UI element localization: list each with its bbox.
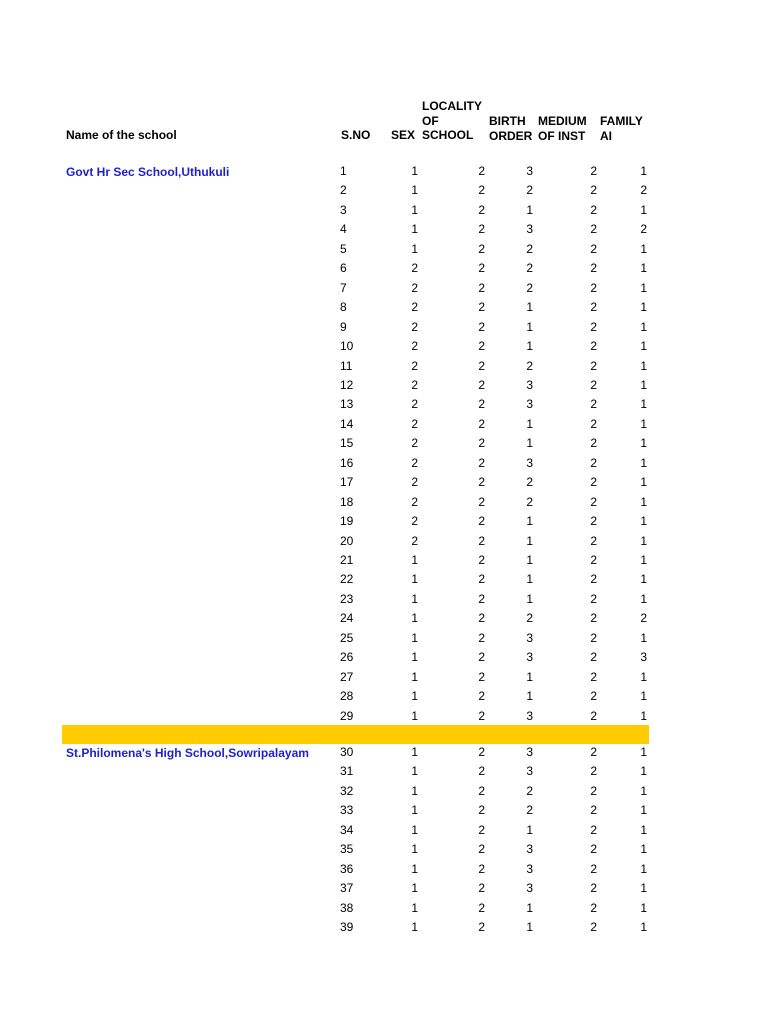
cell-sex: 1 bbox=[411, 572, 418, 587]
cell-birth-order: 1 bbox=[526, 822, 533, 837]
cell-family: 1 bbox=[640, 822, 647, 837]
cell-medium: 2 bbox=[590, 611, 597, 626]
cell-family: 1 bbox=[640, 669, 647, 684]
header-locality-line: SCHOOL bbox=[422, 128, 474, 142]
table-row bbox=[0, 570, 768, 589]
table-row bbox=[0, 376, 768, 395]
cell-family: 1 bbox=[640, 689, 647, 704]
cell-family: 1 bbox=[640, 494, 647, 509]
cell-locality: 2 bbox=[478, 861, 485, 876]
cell-birth-order: 2 bbox=[526, 783, 533, 798]
cell-sno: 6 bbox=[340, 261, 347, 276]
header-sno: S.NO bbox=[341, 128, 371, 142]
cell-medium: 2 bbox=[590, 572, 597, 587]
cell-birth-order: 1 bbox=[526, 416, 533, 431]
cell-family: 1 bbox=[640, 572, 647, 587]
cell-sex: 1 bbox=[411, 783, 418, 798]
cell-medium: 2 bbox=[590, 377, 597, 392]
cell-sno: 23 bbox=[340, 591, 354, 606]
table-row bbox=[0, 395, 768, 414]
cell-sno: 8 bbox=[340, 300, 347, 315]
cell-family: 1 bbox=[640, 202, 647, 217]
cell-sex: 1 bbox=[411, 669, 418, 684]
cell-family: 2 bbox=[640, 611, 647, 626]
cell-birth-order: 1 bbox=[526, 689, 533, 704]
cell-family: 1 bbox=[640, 416, 647, 431]
cell-birth-order: 3 bbox=[526, 745, 533, 759]
cell-birth-order: 2 bbox=[526, 494, 533, 509]
cell-locality: 2 bbox=[478, 183, 485, 198]
cell-sex: 1 bbox=[411, 803, 418, 818]
cell-locality: 2 bbox=[478, 533, 485, 548]
cell-sex: 2 bbox=[411, 319, 418, 334]
table-row bbox=[0, 551, 768, 570]
cell-sex: 2 bbox=[411, 494, 418, 509]
table-row bbox=[0, 493, 768, 512]
cell-birth-order: 2 bbox=[526, 183, 533, 198]
cell-family: 1 bbox=[640, 745, 647, 759]
header-family-line: AI bbox=[600, 128, 612, 143]
cell-birth-order: 1 bbox=[526, 300, 533, 315]
cell-birth-order: 1 bbox=[526, 319, 533, 334]
cell-medium: 2 bbox=[590, 533, 597, 548]
cell-medium: 2 bbox=[590, 708, 597, 723]
cell-medium: 2 bbox=[590, 920, 597, 935]
cell-sno: 27 bbox=[340, 669, 354, 684]
cell-locality: 2 bbox=[478, 397, 485, 412]
cell-medium: 2 bbox=[590, 764, 597, 779]
cell-sno: 35 bbox=[340, 842, 354, 857]
cell-locality: 2 bbox=[478, 745, 485, 759]
cell-birth-order: 3 bbox=[526, 455, 533, 470]
cell-locality: 2 bbox=[478, 650, 485, 665]
cell-sex: 1 bbox=[411, 630, 418, 645]
cell-birth-order: 2 bbox=[526, 358, 533, 373]
cell-family: 1 bbox=[640, 377, 647, 392]
table-row bbox=[0, 629, 768, 648]
cell-sex: 1 bbox=[411, 861, 418, 876]
cell-medium: 2 bbox=[590, 455, 597, 470]
cell-family: 1 bbox=[640, 783, 647, 798]
cell-locality: 2 bbox=[478, 494, 485, 509]
cell-birth-order: 1 bbox=[526, 920, 533, 935]
cell-locality: 2 bbox=[478, 436, 485, 451]
cell-sno: 31 bbox=[340, 764, 354, 779]
cell-sex: 2 bbox=[411, 300, 418, 315]
cell-medium: 2 bbox=[590, 358, 597, 373]
cell-sex: 1 bbox=[411, 650, 418, 665]
table-row bbox=[0, 801, 768, 820]
cell-sex: 1 bbox=[411, 920, 418, 935]
cell-locality: 2 bbox=[478, 822, 485, 837]
cell-medium: 2 bbox=[590, 300, 597, 315]
cell-birth-order: 3 bbox=[526, 397, 533, 412]
cell-locality: 2 bbox=[478, 572, 485, 587]
cell-locality: 2 bbox=[478, 377, 485, 392]
cell-medium: 2 bbox=[590, 514, 597, 529]
cell-sex: 1 bbox=[411, 183, 418, 198]
cell-family: 1 bbox=[640, 436, 647, 451]
cell-sno: 18 bbox=[340, 494, 354, 509]
cell-medium: 2 bbox=[590, 222, 597, 237]
cell-birth-order: 3 bbox=[526, 222, 533, 237]
cell-medium: 2 bbox=[590, 397, 597, 412]
table-row bbox=[0, 201, 768, 220]
cell-birth-order: 1 bbox=[526, 591, 533, 606]
header-family-ai bbox=[600, 114, 650, 143]
cell-birth-order: 1 bbox=[526, 669, 533, 684]
cell-sex: 1 bbox=[411, 708, 418, 723]
cell-sno: 20 bbox=[340, 533, 354, 548]
cell-sex: 1 bbox=[411, 822, 418, 837]
table-row bbox=[0, 687, 768, 706]
table-row bbox=[0, 821, 768, 840]
cell-medium: 2 bbox=[590, 319, 597, 334]
cell-sno: 28 bbox=[340, 689, 354, 704]
cell-sno: 26 bbox=[340, 650, 354, 665]
cell-birth-order: 3 bbox=[526, 650, 533, 665]
cell-family: 1 bbox=[640, 397, 647, 412]
cell-sno: 3 bbox=[340, 202, 347, 217]
header-name-of-school: Name of the school bbox=[66, 128, 177, 142]
header-locality-line: LOCALITY bbox=[422, 99, 482, 113]
cell-locality: 2 bbox=[478, 783, 485, 798]
cell-birth-order: 2 bbox=[526, 280, 533, 295]
table-row bbox=[0, 454, 768, 473]
cell-sno: 5 bbox=[340, 241, 347, 256]
table-row bbox=[0, 415, 768, 434]
table-row bbox=[0, 860, 768, 879]
cell-sno: 11 bbox=[340, 358, 353, 373]
cell-sex: 1 bbox=[411, 591, 418, 606]
cell-sex: 1 bbox=[411, 745, 418, 759]
cell-sno: 15 bbox=[340, 436, 354, 451]
cell-sno: 9 bbox=[340, 319, 347, 334]
cell-sno: 19 bbox=[340, 514, 354, 529]
cell-birth-order: 2 bbox=[526, 261, 533, 276]
cell-birth-order: 1 bbox=[526, 339, 533, 354]
table-row bbox=[0, 162, 768, 181]
cell-birth-order: 3 bbox=[526, 708, 533, 723]
cell-sex: 2 bbox=[411, 358, 418, 373]
table-row bbox=[0, 609, 768, 628]
cell-sno: 25 bbox=[340, 630, 354, 645]
cell-sex: 1 bbox=[411, 881, 418, 896]
table-row bbox=[0, 762, 768, 781]
cell-sno: 39 bbox=[340, 920, 354, 935]
cell-locality: 2 bbox=[478, 764, 485, 779]
table-row bbox=[0, 707, 768, 726]
cell-locality: 2 bbox=[478, 708, 485, 723]
table-row bbox=[0, 181, 768, 200]
cell-locality: 2 bbox=[478, 611, 485, 626]
cell-family: 3 bbox=[640, 650, 647, 665]
cell-medium: 2 bbox=[590, 339, 597, 354]
header-birth-line: BIRTH bbox=[489, 114, 526, 128]
cell-locality: 2 bbox=[478, 164, 485, 178]
header-medium-line: OF INST bbox=[538, 128, 586, 143]
cell-locality: 2 bbox=[478, 280, 485, 295]
table-row bbox=[0, 512, 768, 531]
cell-birth-order: 3 bbox=[526, 164, 533, 178]
header-family-line: FAMILY bbox=[600, 114, 643, 128]
cell-medium: 2 bbox=[590, 475, 597, 490]
cell-medium: 2 bbox=[590, 164, 597, 178]
cell-family: 1 bbox=[640, 358, 647, 373]
table-row bbox=[0, 782, 768, 801]
school-name: Govt Hr Sec School,Uthukuli bbox=[66, 165, 230, 179]
cell-sno: 10 bbox=[340, 339, 354, 354]
cell-locality: 2 bbox=[478, 339, 485, 354]
cell-locality: 2 bbox=[478, 416, 485, 431]
table-row bbox=[0, 220, 768, 239]
cell-medium: 2 bbox=[590, 669, 597, 684]
cell-birth-order: 1 bbox=[526, 514, 533, 529]
cell-sno: 12 bbox=[340, 377, 354, 392]
cell-medium: 2 bbox=[590, 842, 597, 857]
cell-medium: 2 bbox=[590, 183, 597, 198]
cell-family: 2 bbox=[640, 222, 647, 237]
cell-family: 1 bbox=[640, 455, 647, 470]
cell-sex: 2 bbox=[411, 339, 418, 354]
cell-sno: 29 bbox=[340, 708, 354, 723]
cell-medium: 2 bbox=[590, 900, 597, 915]
cell-medium: 2 bbox=[590, 861, 597, 876]
cell-family: 1 bbox=[640, 514, 647, 529]
cell-family: 2 bbox=[640, 183, 647, 198]
cell-family: 1 bbox=[640, 708, 647, 723]
cell-medium: 2 bbox=[590, 280, 597, 295]
cell-locality: 2 bbox=[478, 455, 485, 470]
header-locality-of-school bbox=[422, 99, 482, 143]
cell-locality: 2 bbox=[478, 630, 485, 645]
table-row bbox=[0, 590, 768, 609]
cell-family: 1 bbox=[640, 241, 647, 256]
cell-medium: 2 bbox=[590, 202, 597, 217]
cell-birth-order: 1 bbox=[526, 553, 533, 567]
cell-family: 1 bbox=[640, 300, 647, 315]
table-row bbox=[0, 879, 768, 898]
table-row bbox=[0, 318, 768, 337]
header-sex: SEX bbox=[391, 128, 416, 142]
cell-sex: 2 bbox=[411, 455, 418, 470]
cell-locality: 2 bbox=[478, 669, 485, 684]
cell-medium: 2 bbox=[590, 261, 597, 276]
cell-sex: 1 bbox=[411, 611, 418, 626]
table-row bbox=[0, 532, 768, 551]
cell-birth-order: 1 bbox=[526, 572, 533, 587]
table-row bbox=[0, 840, 768, 859]
header-medium-of-inst bbox=[538, 114, 598, 143]
cell-sno: 7 bbox=[340, 280, 347, 295]
cell-sno: 38 bbox=[340, 900, 354, 915]
cell-birth-order: 3 bbox=[526, 630, 533, 645]
cell-medium: 2 bbox=[590, 241, 597, 256]
cell-sex: 2 bbox=[411, 397, 418, 412]
cell-locality: 2 bbox=[478, 553, 485, 567]
table-row bbox=[0, 240, 768, 259]
school-name: St.Philomena's High School,Sowripalayam bbox=[66, 746, 309, 760]
cell-sno: 24 bbox=[340, 611, 354, 626]
cell-locality: 2 bbox=[478, 261, 485, 276]
cell-sno: 32 bbox=[340, 783, 354, 798]
cell-sno: 4 bbox=[340, 222, 347, 237]
cell-family: 1 bbox=[640, 764, 647, 779]
table-row bbox=[0, 434, 768, 453]
table-row bbox=[0, 648, 768, 667]
cell-family: 1 bbox=[640, 280, 647, 295]
cell-locality: 2 bbox=[478, 803, 485, 818]
cell-sex: 2 bbox=[411, 280, 418, 295]
cell-medium: 2 bbox=[590, 650, 597, 665]
cell-medium: 2 bbox=[590, 591, 597, 606]
cell-birth-order: 2 bbox=[526, 475, 533, 490]
cell-sex: 2 bbox=[411, 514, 418, 529]
table-row bbox=[0, 357, 768, 376]
cell-family: 1 bbox=[640, 591, 647, 606]
cell-medium: 2 bbox=[590, 745, 597, 759]
table-row bbox=[0, 899, 768, 918]
cell-sex: 1 bbox=[411, 202, 418, 217]
cell-sex: 1 bbox=[411, 222, 418, 237]
cell-birth-order: 1 bbox=[526, 436, 533, 451]
header-birth-line: ORDER bbox=[489, 128, 533, 143]
cell-locality: 2 bbox=[478, 300, 485, 315]
cell-family: 1 bbox=[640, 630, 647, 645]
cell-locality: 2 bbox=[478, 475, 485, 490]
cell-sno: 1 bbox=[340, 164, 347, 178]
cell-sex: 2 bbox=[411, 377, 418, 392]
cell-birth-order: 3 bbox=[526, 881, 533, 896]
cell-family: 1 bbox=[640, 920, 647, 935]
header-medium-line: MEDIUM bbox=[538, 114, 587, 128]
cell-family: 1 bbox=[640, 553, 647, 567]
table-row bbox=[0, 259, 768, 278]
cell-sno: 33 bbox=[340, 803, 354, 818]
header-birth-order bbox=[489, 114, 539, 143]
cell-sex: 1 bbox=[411, 689, 418, 704]
cell-sno: 22 bbox=[340, 572, 354, 587]
cell-sex: 1 bbox=[411, 764, 418, 779]
cell-medium: 2 bbox=[590, 416, 597, 431]
cell-sex: 2 bbox=[411, 436, 418, 451]
cell-family: 1 bbox=[640, 261, 647, 276]
cell-locality: 2 bbox=[478, 689, 485, 704]
cell-locality: 2 bbox=[478, 202, 485, 217]
cell-family: 1 bbox=[640, 881, 647, 896]
cell-sno: 13 bbox=[340, 397, 354, 412]
cell-birth-order: 1 bbox=[526, 202, 533, 217]
cell-locality: 2 bbox=[478, 514, 485, 529]
cell-locality: 2 bbox=[478, 241, 485, 256]
cell-birth-order: 2 bbox=[526, 611, 533, 626]
cell-birth-order: 3 bbox=[526, 842, 533, 857]
cell-family: 1 bbox=[640, 900, 647, 915]
cell-birth-order: 1 bbox=[526, 533, 533, 548]
cell-sno: 14 bbox=[340, 416, 354, 431]
cell-sex: 2 bbox=[411, 533, 418, 548]
cell-sno: 34 bbox=[340, 822, 354, 837]
cell-sex: 1 bbox=[411, 553, 418, 567]
table-row bbox=[0, 279, 768, 298]
cell-medium: 2 bbox=[590, 553, 597, 567]
cell-sno: 2 bbox=[340, 183, 347, 198]
cell-locality: 2 bbox=[478, 900, 485, 915]
table-row bbox=[0, 298, 768, 317]
cell-sex: 1 bbox=[411, 164, 418, 178]
cell-family: 1 bbox=[640, 339, 647, 354]
cell-family: 1 bbox=[640, 533, 647, 548]
cell-family: 1 bbox=[640, 803, 647, 818]
cell-birth-order: 3 bbox=[526, 377, 533, 392]
cell-sno: 21 bbox=[340, 553, 354, 567]
cell-locality: 2 bbox=[478, 842, 485, 857]
cell-medium: 2 bbox=[590, 689, 597, 704]
cell-sex: 2 bbox=[411, 261, 418, 276]
cell-family: 1 bbox=[640, 475, 647, 490]
cell-sex: 1 bbox=[411, 900, 418, 915]
cell-sno: 16 bbox=[340, 455, 354, 470]
cell-birth-order: 3 bbox=[526, 764, 533, 779]
cell-locality: 2 bbox=[478, 920, 485, 935]
table-row bbox=[0, 473, 768, 492]
cell-birth-order: 1 bbox=[526, 900, 533, 915]
cell-family: 1 bbox=[640, 319, 647, 334]
cell-locality: 2 bbox=[478, 591, 485, 606]
cell-medium: 2 bbox=[590, 822, 597, 837]
cell-family: 1 bbox=[640, 861, 647, 876]
cell-sex: 2 bbox=[411, 475, 418, 490]
cell-medium: 2 bbox=[590, 783, 597, 798]
cell-family: 1 bbox=[640, 842, 647, 857]
cell-birth-order: 2 bbox=[526, 241, 533, 256]
cell-sex: 1 bbox=[411, 241, 418, 256]
cell-locality: 2 bbox=[478, 222, 485, 237]
cell-medium: 2 bbox=[590, 803, 597, 818]
cell-locality: 2 bbox=[478, 881, 485, 896]
cell-sex: 2 bbox=[411, 416, 418, 431]
table-row bbox=[0, 918, 768, 937]
cell-birth-order: 2 bbox=[526, 803, 533, 818]
cell-sex: 1 bbox=[411, 842, 418, 857]
cell-sno: 17 bbox=[340, 475, 354, 490]
highlight-separator-row bbox=[62, 725, 649, 744]
cell-medium: 2 bbox=[590, 881, 597, 896]
table-row bbox=[0, 337, 768, 356]
cell-locality: 2 bbox=[478, 358, 485, 373]
cell-sno: 36 bbox=[340, 861, 354, 876]
cell-medium: 2 bbox=[590, 630, 597, 645]
header-locality-line: OF bbox=[422, 113, 439, 128]
cell-locality: 2 bbox=[478, 319, 485, 334]
table-row bbox=[0, 743, 768, 762]
cell-family: 1 bbox=[640, 164, 647, 178]
cell-medium: 2 bbox=[590, 436, 597, 451]
cell-sno: 37 bbox=[340, 881, 354, 896]
cell-sno: 30 bbox=[340, 745, 354, 759]
cell-medium: 2 bbox=[590, 494, 597, 509]
cell-birth-order: 3 bbox=[526, 861, 533, 876]
table-row bbox=[0, 668, 768, 687]
